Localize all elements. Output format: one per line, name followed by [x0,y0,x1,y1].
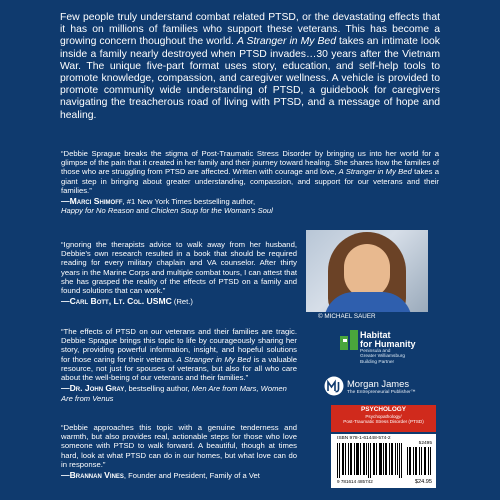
quote-text-a: “Debbie Sprague breaks the stigma of Post-Traumatic Stress Disorder by bringing us into her world for a glimpse of the pain that it created in her family and their journey toward healing. She shares how the families of those who are struggling from PTSD are affected. Written with courage and love, [61,149,439,177]
quote-attribution [61,297,297,306]
photo-credit: © MICHAEL SAUER [318,313,376,320]
author-name: —Carl Bott, Lt. Col. USMC [61,296,172,307]
barcode-bars-icon [337,443,403,478]
quote-attribution [61,197,439,216]
author-role: , #1 New York Times bestselling author, [122,197,256,207]
author-role: , Founder and President, Family of a Vet [123,471,260,481]
category-main: PSYCHOLOGY [360,406,407,413]
quote-text: “Debbie approaches this topic with a genuine tenderness and warmth, but also provides real, actionable steps for those who love someone with PTSD to walk forward. A beautiful, though at times hard, look at what PTSD can do in our homes, but what love can do in response.” [61,423,297,469]
habitat-name-2: for Humanity [360,339,416,349]
barcode-box [331,434,436,488]
price-label: $24.95 [414,479,432,485]
author-book-a: Men Are from Mars, Women Are from Venus [61,384,287,403]
category-sub-1: Psychopathology/ [365,414,402,419]
author-name: —Brannan Vines [61,470,124,481]
intro-book-title: A Stranger in My Bed [236,36,336,48]
intro-text-cont: takes an intimate look inside a family nearly destroyed when PTSD invades…30 years after the Vietnam War. The unique five-part format uses story, education, and self-help tools to promote knowledge, compassion, and caregiver wellness. A vehicle is provided to promote community wide understanding of PTSD, a guidebook for caregivers navigating the treacherous road of living with PTSD, and a message of hope and healing. [60,36,440,121]
quote-vines [61,423,297,480]
author-role: , bestselling author, [124,384,192,394]
author-and: and [134,206,151,216]
price-bars-icon [407,447,431,475]
habitat-partner [360,331,440,365]
quote-text-b: takes a giant step in bringing about greater understanding, compassion, and support for our veterans and their families.” [61,167,440,195]
quote-attribution [61,471,297,480]
price-code-label: 52495 [418,441,432,446]
publisher-name: Morgan James [347,378,410,389]
quote-text [61,327,297,382]
intro-blurb [60,12,440,122]
author-photo [306,230,428,312]
category-sub-2: Post-Traumatic Stress Disorder (PTSD) [343,419,424,425]
barcode-number: 9 781614 485742 [337,479,373,484]
author-role: (Ret.) [171,297,193,307]
publisher-tagline: The Entrepreneurial Publisher™ [347,390,416,395]
quote-text-b: is a valuable resource, not just for spouses of veterans, but also for all who care about the well-being of our veterans and their families.” [61,354,298,383]
quote-book-title: A Stranger in My Bed [176,354,251,364]
quote-book-title: A Stranger in My Bed [338,167,412,177]
intro-text: Few people truly understand combat related PTSD, or the devastating effects that it has on millions of families who support these veterans. This has become a growing concern thoughout the world. [60,12,440,48]
quote-text-a: “The effects of PTSD on our veterans and their families are tragic. Debbie Sprague brings this topic to life by courageously sharing her story, providing powerful information, insight, and hopeful solutions for those caring for their veteran. [61,327,297,364]
isbn-label: ISBN 978-1-61448-574-2 [337,436,391,441]
photo-face [344,244,390,298]
category-band [331,405,436,432]
author-book-a: Happy for No Reason [61,206,135,216]
habitat-sub-3: Building Partner [360,359,395,365]
quote-shimoff [61,149,439,216]
habitat-sub-1: Peninsula and [360,349,391,354]
quote-bott [61,240,297,307]
habitat-name-1: Habitat [360,330,391,340]
author-book-b: Chicken Soup for the Woman’s Soul [150,206,273,216]
quote-text [61,149,439,195]
author-name: —Marci Shimoff [61,196,123,207]
quote-attribution [61,384,297,403]
publisher-logo-icon [324,376,344,396]
quote-text: “Ignoring the therapists advice to walk away from her husband, Debbie’s own research resulted in a book that should be required reading for every military chaplain and VA counselor. After thirty years in the Marine Corps and multiple combat tours, I can attest that she has grasped the reality of the effects of PTSD on a family and found solutions that can work.” [61,240,297,296]
quote-gray [61,327,297,403]
author-name: —Dr. John Gray [61,383,125,394]
habitat-sub-2: Greater Williamsburg [360,354,406,360]
habitat-logo-icon [340,330,358,350]
